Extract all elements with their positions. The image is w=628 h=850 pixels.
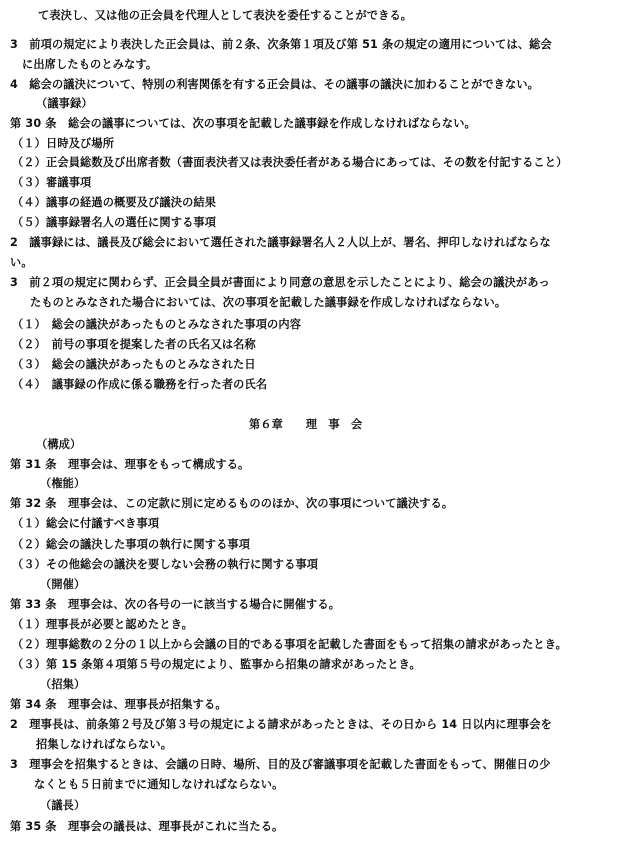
list-item: （４） 議事録の作成に係る職務を行った者の氏名 (12, 378, 268, 391)
list-item: （３）審議事項 (12, 176, 92, 189)
text-line: なくとも５日前までに通知しなければならない。 (34, 778, 284, 791)
text-line: たものとみなされた場合においては、次の事項を記載した議事録を作成しなければならない。 (30, 296, 507, 309)
text-line: 3 前項の規定により表決した正会員は、前２条、次条第１項及び第 51 条の規定の適用については、総会 (10, 38, 552, 51)
list-item: （１） 総会の議決があったものとみなされた事項の内容 (12, 318, 302, 331)
section-heading: （構成） (36, 438, 82, 451)
section-heading: （招集） (40, 678, 86, 691)
article-heading: 第 32 条 理事会は、この定款に別に定めるもののほか、次の事項について議決する。 (10, 497, 454, 510)
text-line: 2 理事長は、前条第２号及び第３号の規定による請求があったときは、その日から 14 日以内に理事会を (10, 718, 552, 731)
section-heading: （議長） (40, 799, 86, 812)
article-heading: 第 30 条 総会の議事については、次の事項を記載した議事録を作成しなければならない。 (10, 117, 476, 130)
article-heading: 第 31 条 理事会は、理事をもって構成する。 (10, 458, 250, 471)
list-item: （２） 前号の事項を提案した者の氏名又は名称 (12, 338, 256, 351)
list-item: （１）理事長が必要と認めたとき。 (12, 618, 193, 631)
text-line: 3 前２項の規定に関わらず、正会員全員が書面により同意の意思を示したことにより、総会の議決があっ (10, 276, 550, 289)
chapter-title: 第６章 理 事 会 (249, 418, 363, 431)
list-item: （１）総会に付議すべき事項 (12, 517, 160, 530)
article-heading: 第 35 条 理事会の議長は、理事長がこれに当たる。 (10, 820, 284, 833)
text-line: い。 (10, 256, 33, 269)
list-item: （５）議事録署名人の選任に関する事項 (12, 216, 217, 229)
section-heading: （権能） (40, 477, 86, 490)
list-item: （３） 総会の議決があったものとみなされた日 (12, 358, 256, 371)
list-item: （３）その他総会の議決を要しない会務の執行に関する事項 (12, 558, 319, 571)
article-heading: 第 34 条 理事会は、理事長が招集する。 (10, 698, 227, 711)
text-line: 招集しなければならない。 (36, 738, 173, 751)
section-heading: （開催） (40, 578, 86, 591)
text-line: 2 議事録には、議長及び総会において選任された議事録署名人２人以上が、署名、押印しなければならな (10, 236, 551, 249)
text-line: 4 総会の議決について、特別の利害関係を有する正会員は、その議事の議決に加わることができない。 (10, 78, 540, 91)
list-item: （２）正会員総数及び出席者数（書面表決者又は表決委任者がある場合にあっては、その数を付記すること） (12, 156, 568, 169)
article-heading: 第 33 条 理事会は、次の各号の一に該当する場合に開催する。 (10, 598, 341, 611)
list-item: （４）議事の経過の概要及び議決の結果 (12, 196, 217, 209)
list-item: （２）総会の議決した事項の執行に関する事項 (12, 538, 251, 551)
text-line: に出席したものとみなす。 (22, 58, 158, 71)
list-item: （１）日時及び場所 (12, 137, 115, 150)
text-line: 3 理事会を招集するときは、会議の日時、場所、目的及び審議事項を記載した書面をもって、開催日の少 (10, 758, 551, 771)
list-item: （３）第 15 条第４項第５号の規定により、監事から招集の請求があったとき。 (12, 658, 421, 671)
list-item: （２）理事総数の２分の１以上から会議の目的である事項を記載した書面をもって招集の請求があったとき。 (12, 638, 567, 651)
section-heading: （議事録） (36, 97, 93, 110)
text-line: て表決し、又は他の正会員を代理人として表決を委任することができる。 (38, 9, 413, 22)
